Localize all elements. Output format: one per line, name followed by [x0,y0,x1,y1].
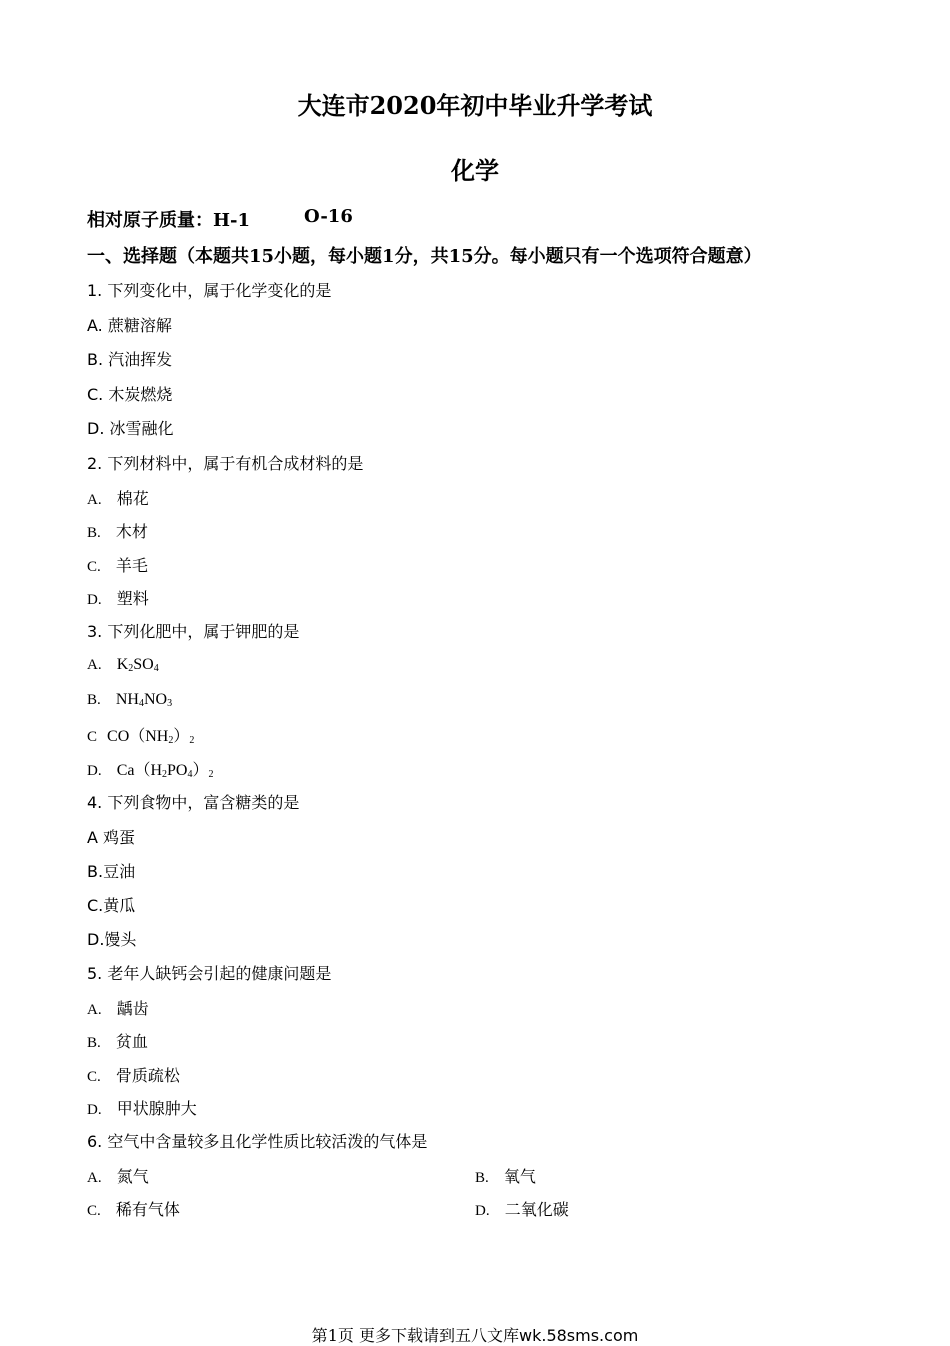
option-label: A [87,828,98,847]
option-text: 骨质疏松 [115,1066,180,1085]
option-text: 龋齿 [116,999,149,1018]
q3-option-a [87,654,159,674]
option-text: 二氧化碳 [504,1200,569,1219]
option-label: A. [87,492,102,508]
question-3 [87,619,299,642]
option-label: C [87,729,98,745]
option-text: 氧气 [503,1167,536,1186]
q5-option-a [87,996,149,1019]
option-text: 黄瓜 [103,896,136,915]
option-label: B. [475,1170,489,1186]
q2-option-c [87,553,148,576]
option-label: C. [87,385,104,404]
q2-option-a [87,486,149,509]
option-text: 鸡蛋 [103,828,136,847]
q1-option-a [87,313,172,336]
option-label: C. [87,1069,101,1085]
option-label: D. [87,1102,102,1118]
option-label: B. [87,1035,101,1051]
option-label: C. [87,896,104,915]
question-text: 下列变化中，属于化学变化的是 [107,281,332,300]
option-label: B. [87,692,101,708]
q6-option-c [87,1197,180,1220]
option-label: D. [87,592,102,608]
q2-option-d [87,586,149,609]
option-label: D. [87,930,105,949]
option-label: A. [87,1170,102,1186]
option-text: 氮气 [116,1167,149,1186]
subject-title: 化学 [451,156,499,185]
question-text: 下列食物中，富含糖类的是 [107,793,300,812]
option-text: 馒头 [104,930,137,949]
option-text: 羊毛 [115,556,148,575]
option-text: 豆油 [103,862,136,881]
question-4 [87,790,299,813]
q4-option-a [87,825,135,848]
exam-title: 大连市2020年初中毕业升学考试 [297,91,653,120]
option-text: 冰雪融化 [109,419,174,438]
option-label: B. [87,525,101,541]
option-label: A. [87,657,102,673]
q3-option-d [87,757,214,780]
page-suffix: 页 [337,1326,354,1345]
q1-option-d [87,416,174,439]
option-label: D. [475,1203,490,1219]
option-text: 棉花 [116,489,149,508]
promo-text: 更多下载请到五八文库 [358,1326,519,1345]
option-label: C. [87,1203,101,1219]
option-text: 塑料 [116,589,149,608]
q1-option-c [87,382,172,405]
q6-option-d [475,1197,569,1220]
question-number: 2. [87,454,103,473]
option-label: A. [87,316,103,335]
option-text: 甲状腺肿大 [116,1099,197,1118]
question-text: 下列材料中，属于有机合成材料的是 [107,454,364,473]
q4-option-c [87,893,135,916]
option-label: B. [87,862,104,881]
formula-urea: $CO(NH_2)_2$ [107,728,195,746]
q5-option-d [87,1096,197,1119]
q6-option-b [475,1164,536,1187]
option-label: D. [87,419,105,438]
formula-calcium-phosphate: $Ca(H_2PO_4)_2$ [116,762,214,780]
page-footer [0,1323,950,1346]
q4-option-d [87,927,136,950]
formula-nh4no3: $NH_4NO_3$ [115,691,173,709]
option-label: B. [87,350,104,369]
q5-option-c [87,1063,180,1086]
q5-option-b [87,1029,148,1052]
atomic-mass-oxygen: O-16 [304,206,353,227]
question-6 [87,1129,427,1152]
option-text: 蔗糖溶解 [107,316,172,335]
question-number: 3. [87,622,103,641]
question-text: 老年人缺钙会引起的健康问题是 [107,964,332,983]
atomic-mass-label: 相对原子质量：H-1 [87,210,251,231]
q4-option-b [87,859,135,882]
question-text: 空气中含量较多且化学性质比较活泼的气体是 [107,1132,428,1151]
question-number: 5. [87,964,103,983]
formula-k2so4: $K_2SO_4$ [116,656,159,674]
q3-option-c [87,723,194,746]
option-text: 木材 [115,522,148,541]
question-number: 6. [87,1132,103,1151]
question-1 [87,278,331,301]
option-text: 稀有气体 [115,1200,180,1219]
q3-option-b [87,689,172,709]
q1-option-b [87,347,172,370]
option-text: 木炭燃烧 [108,385,173,404]
option-label: C. [87,559,101,575]
page-prefix: 第 [311,1326,328,1345]
q6-option-a [87,1164,149,1187]
option-text: 贫血 [115,1032,148,1051]
section-heading: 一、选择题（本题共15小题，每小题1分，共15分。每小题只有一个选项符合题意） [87,246,762,267]
option-label: A. [87,1002,102,1018]
site-link[interactable]: wk.58sms.com [519,1326,639,1345]
page-number: 1 [327,1326,338,1345]
question-number: 1. [87,281,103,300]
question-2 [87,451,363,474]
option-label: D. [87,763,102,779]
question-number: 4. [87,793,103,812]
question-text: 下列化肥中，属于钾肥的是 [107,622,300,641]
question-5 [87,961,331,984]
option-text: 汽油挥发 [108,350,173,369]
q2-option-b [87,519,148,542]
